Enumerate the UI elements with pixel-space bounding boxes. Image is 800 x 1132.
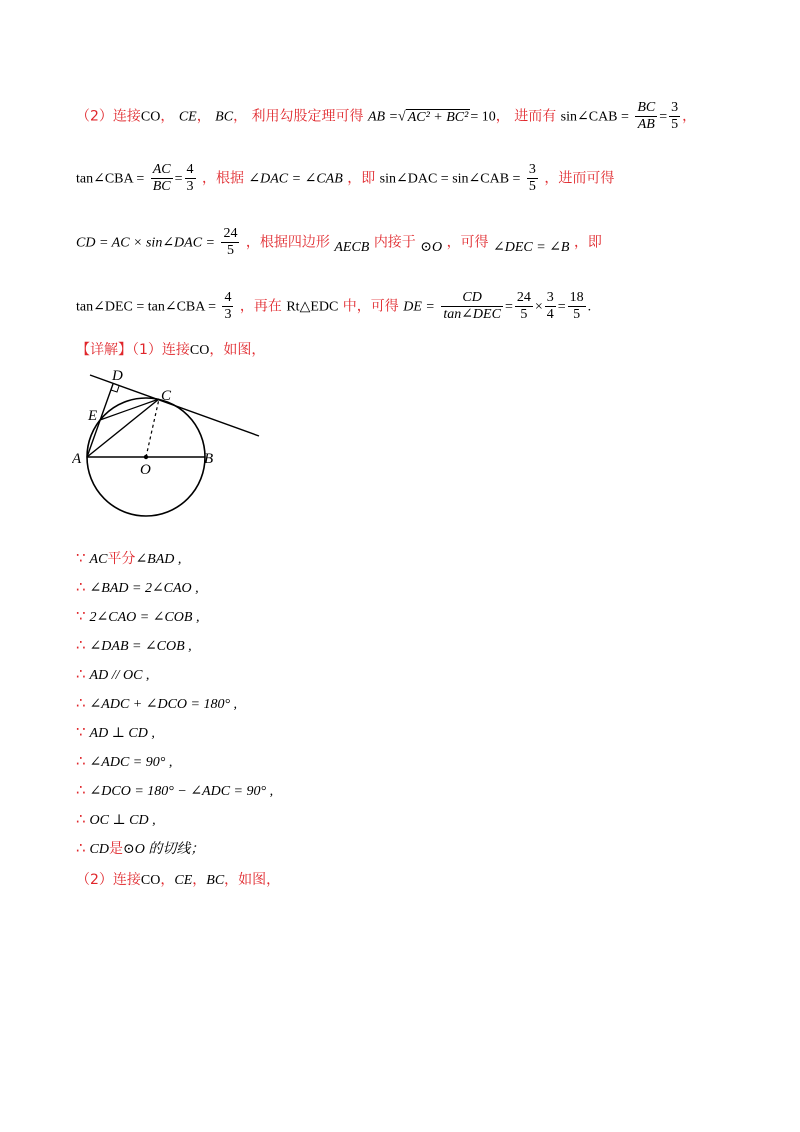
math-ab-eq: AB = xyxy=(367,109,399,125)
text: 进而有 xyxy=(514,108,557,125)
math-eq-10: = 10 xyxy=(470,109,496,125)
text: ，进而可得 xyxy=(544,170,615,187)
text: 利用勾股定理可得 xyxy=(251,108,364,125)
text: （1）连接 xyxy=(132,342,190,358)
text: 中，可得 xyxy=(342,298,399,315)
fraction-24-5: $\frac{24}{5}$ xyxy=(223,226,238,258)
fraction-bc-ab: $\frac{BC}{AB}$ xyxy=(637,100,656,132)
proof-line: ∴ OC ⊥ CD , xyxy=(76,810,156,828)
proof-line: ∴ ∠ADC = 90° , xyxy=(76,752,173,770)
proof-line: ∵ AC平分∠BAD , xyxy=(76,549,182,567)
proof-line: ∴ ∠DCO = 180° − ∠ADC = 90° , xyxy=(76,781,274,799)
math-co: CO xyxy=(140,873,161,888)
text: ，根据四边形 xyxy=(245,234,330,251)
math-bc: BC xyxy=(215,109,234,125)
proof-line: ∵ 2∠CAO = ∠COB , xyxy=(76,607,200,625)
detail-header xyxy=(76,340,265,361)
fraction-cd-tan: $\frac{CD}{\text{tan∠DEC}}$ xyxy=(443,290,501,322)
math-co: CO xyxy=(189,343,210,358)
math-ce: CE xyxy=(174,873,193,888)
text: ，即 xyxy=(573,234,602,251)
math-co: CO xyxy=(140,109,161,125)
summary-line-3 xyxy=(76,226,602,259)
detail-label: 【详解】 xyxy=(76,342,132,358)
math-circle-o: ⊙O xyxy=(420,239,443,255)
proof-line: ∴ ∠DAB = ∠COB , xyxy=(76,636,192,654)
math-angle-dec: ∠DEC = ∠B xyxy=(493,239,570,255)
math-bc: BC xyxy=(206,873,225,888)
fraction-3-5: $\frac{3}{5}$ xyxy=(671,100,679,132)
math-cd-expr: CD = AC × sin∠DAC = xyxy=(76,235,215,251)
fraction-ac-bc: $\frac{AC}{BC}$ xyxy=(152,162,171,194)
label-o: O xyxy=(140,462,151,478)
math-sqrt: AC² + BC² xyxy=(407,109,469,125)
text: ，再在 xyxy=(239,298,282,315)
math-rt-edc: Rt△EDC xyxy=(286,299,339,315)
fraction-18-5: $\frac{18}{5}$ xyxy=(569,290,584,322)
text: ，根据 xyxy=(201,170,244,187)
summary-line-4: tan∠DEC = tan∠CBA = $\frac{4}{3}$ ，再在 Rt△EDC 中，可得 DE = $\frac{CD}{\text{tan∠DEC}}$ = $\frac{24}{5}$ × $\frac{3}{4}$ = $\frac{18}{5}$ . xyxy=(76,290,592,322)
label-c: C xyxy=(161,388,172,404)
text: 内接于 xyxy=(373,234,416,251)
segment-ec xyxy=(100,399,159,420)
math-sin-dac: sin∠DAC = sin∠CAB = xyxy=(379,171,521,187)
proof-line: ∵ AD ⊥ CD , xyxy=(76,723,155,741)
part2-start-line: （2）连接CO，CE，BC，如图， xyxy=(76,872,281,888)
summary-line-1: （2）连接CO， CE， BC， 利用勾股定理可得 AB =√ AC² + BC² = 10， 进而有 sin∠CAB = $\frac{BC}{AB}$ = $\frac{3}{5}$ ， xyxy=(76,100,697,132)
summary-line-2: tan∠CBA = $\frac{AC}{BC}$ = $\frac{4}{3}$ ，根据 ∠DAC = ∠CAB ，即 sin∠DAC = sin∠CAB = $\frac{3}{5}$ ，进而可得 xyxy=(76,162,615,194)
fraction-4-3: $\frac{4}{3}$ xyxy=(186,162,194,194)
fraction-3-5: $\frac{3}{5}$ xyxy=(528,162,536,194)
math-tan-dec: tan∠DEC = tan∠CBA = xyxy=(76,299,216,315)
fraction-4-3: $\frac{4}{3}$ xyxy=(224,290,232,322)
text: ，可得 xyxy=(446,234,489,251)
geometry-figure xyxy=(72,362,272,532)
label-a: A xyxy=(72,451,82,467)
math-sin-cab: sin∠CAB = xyxy=(560,109,629,125)
label-e: E xyxy=(88,408,98,424)
label-b: B xyxy=(204,451,214,467)
center-dot xyxy=(144,455,148,459)
fraction-3-4: $\frac{3}{4}$ xyxy=(546,290,554,322)
math-aecb: AECB xyxy=(334,239,370,255)
math-angle-eq: ∠DAC = ∠CAB xyxy=(248,171,343,187)
label-d: D xyxy=(112,368,123,384)
proof-line: ∴ CD是⊙O 的切线； xyxy=(76,839,205,857)
text: （2）连接 xyxy=(76,872,141,888)
math-ce: CE xyxy=(178,109,197,125)
proof-line: ∴ ∠ADC + ∠DCO = 180° , xyxy=(76,694,238,712)
text: （2）连接 xyxy=(76,108,141,125)
proof-line: ∴ ∠BAD = 2∠CAO , xyxy=(76,578,199,596)
math-tan-cba: tan∠CBA = xyxy=(76,171,145,187)
text: ，如图， xyxy=(209,342,266,358)
proof-line: ∴ AD // OC , xyxy=(76,665,150,683)
fraction-24-5: $\frac{24}{5}$ xyxy=(516,290,531,322)
math-de-eq: DE = xyxy=(403,299,435,315)
text: ，如图， xyxy=(224,872,281,888)
tangent-line xyxy=(90,375,259,436)
text: ，即 xyxy=(347,170,376,187)
